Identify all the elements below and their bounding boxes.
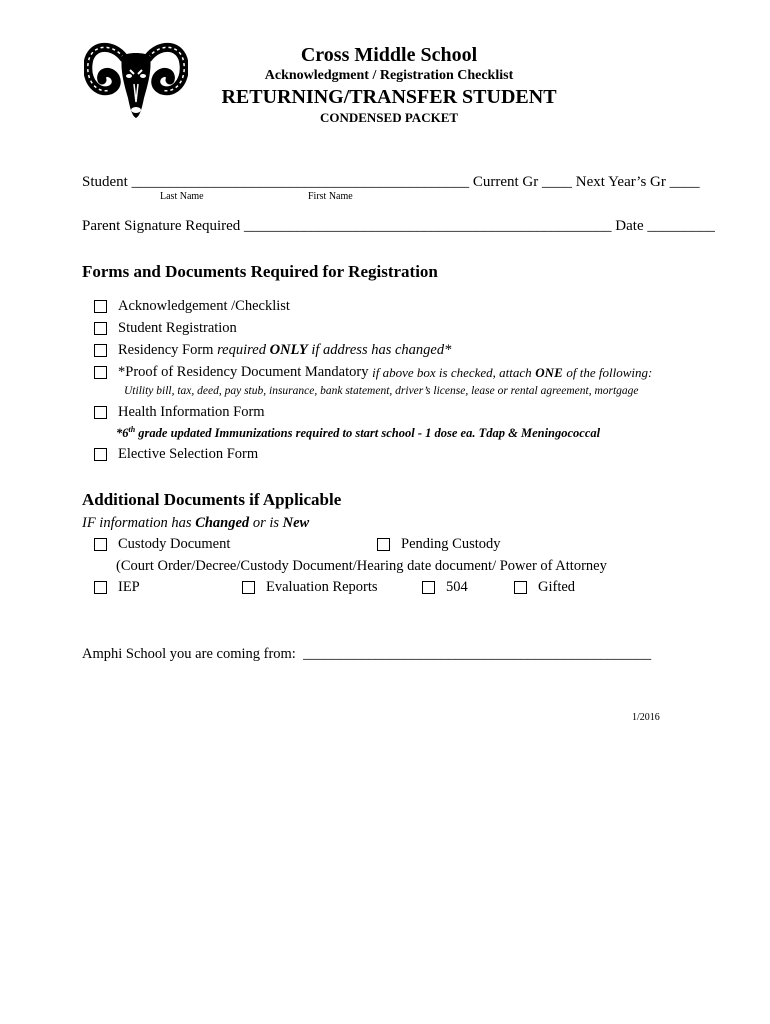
amphi-school-field[interactable]: ________________________________________________ bbox=[303, 646, 652, 662]
item-label: Health Information Form bbox=[118, 404, 265, 420]
item-emphasis: ONE bbox=[535, 364, 563, 380]
item-note: if address has changed* bbox=[311, 342, 452, 358]
checkbox[interactable] bbox=[514, 581, 527, 594]
cond-emphasis: New bbox=[282, 515, 310, 531]
custody-note: (Court Order/Decree/Custody Document/Hearing date document/ Power of Attorney bbox=[116, 558, 607, 574]
checklist-item bbox=[94, 364, 652, 381]
checklist-item bbox=[94, 342, 451, 359]
item-emphasis: ONLY bbox=[269, 342, 308, 358]
next-grade-field[interactable]: Next Year’s Gr ____ bbox=[575, 174, 700, 190]
condition-line bbox=[82, 515, 309, 532]
checkbox[interactable] bbox=[94, 300, 107, 313]
checkbox[interactable] bbox=[94, 538, 107, 551]
last-name-caption: Last Name bbox=[160, 191, 204, 202]
form-subtitle: Acknowledgment / Registration Checklist bbox=[264, 68, 514, 83]
checkbox[interactable] bbox=[422, 581, 435, 594]
item-note: of the following: bbox=[566, 364, 653, 380]
parent-signature-field[interactable]: _________________________________________________ bbox=[244, 218, 612, 234]
item-label: IEP bbox=[118, 579, 140, 595]
checklist-item bbox=[94, 404, 265, 421]
current-grade-field[interactable]: Current Gr ____ bbox=[472, 174, 572, 190]
item-label: Custody Document bbox=[118, 536, 231, 552]
checkbox[interactable] bbox=[242, 581, 255, 594]
item-label: Student Registration bbox=[118, 320, 237, 336]
note-text: grade updated Immunizations required to start school - 1 dose ea. Tdap & Meningococcal bbox=[138, 426, 601, 441]
checkbox[interactable] bbox=[377, 538, 390, 551]
amphi-label: Amphi School you are coming from: bbox=[82, 646, 296, 662]
item-label: Residency Form bbox=[118, 342, 214, 358]
checklist-item bbox=[514, 579, 575, 596]
checklist-item bbox=[94, 320, 237, 337]
additional-heading: Additional Documents if Applicable bbox=[82, 490, 342, 509]
checkbox[interactable] bbox=[94, 366, 107, 379]
item-label: Acknowledgement /Checklist bbox=[118, 298, 290, 314]
form-title: RETURNING/TRANSFER STUDENT bbox=[221, 86, 557, 108]
checklist-item bbox=[94, 579, 140, 596]
cond-emphasis: Changed bbox=[195, 515, 250, 531]
student-label: Student bbox=[82, 174, 128, 190]
student-name-field[interactable]: _____________________________________________ bbox=[131, 174, 470, 190]
checklist-item bbox=[94, 298, 290, 315]
note-sup: th bbox=[128, 425, 136, 434]
packet-label: CONDENSED PACKET bbox=[319, 110, 459, 125]
amphi-school-line[interactable] bbox=[82, 646, 651, 663]
item-label: Elective Selection Form bbox=[118, 446, 259, 462]
item-label: *Proof of Residency Document Mandatory bbox=[118, 364, 369, 380]
checkbox[interactable] bbox=[94, 581, 107, 594]
checklist-item bbox=[422, 579, 468, 596]
first-name-caption: First Name bbox=[308, 191, 353, 202]
immunization-note bbox=[116, 425, 600, 441]
checklist-item bbox=[242, 579, 378, 596]
checkbox[interactable] bbox=[94, 322, 107, 335]
parent-signature-label: Parent Signature Required bbox=[82, 218, 241, 234]
student-line[interactable] bbox=[82, 174, 700, 191]
item-label: 504 bbox=[446, 579, 468, 595]
checkbox[interactable] bbox=[94, 344, 107, 357]
item-label: Gifted bbox=[538, 579, 576, 595]
cond-text: or is bbox=[252, 515, 280, 531]
forms-heading: Forms and Documents Required for Registration bbox=[82, 262, 438, 281]
parent-signature-line[interactable] bbox=[82, 218, 715, 235]
item-note: if above box is checked, attach bbox=[372, 364, 532, 380]
item-label: Evaluation Reports bbox=[266, 579, 378, 595]
checklist-item bbox=[94, 446, 258, 463]
checklist-item bbox=[94, 536, 230, 553]
date-field[interactable]: Date _________ bbox=[615, 218, 715, 234]
item-label: Pending Custody bbox=[401, 536, 501, 552]
proof-list-note: Utility bill, tax, deed, pay stub, insurance, bank statement, driver’s license, lease or rental agreement, mortgage bbox=[124, 385, 639, 397]
checkbox[interactable] bbox=[94, 448, 107, 461]
school-name: Cross Middle School bbox=[300, 44, 478, 66]
checklist-item bbox=[377, 536, 501, 553]
cond-text: IF information has bbox=[82, 515, 192, 531]
revision-date: 1/2016 bbox=[632, 712, 660, 723]
item-note: required bbox=[217, 342, 266, 358]
checkbox[interactable] bbox=[94, 406, 107, 419]
note-text: *6 bbox=[116, 426, 129, 441]
